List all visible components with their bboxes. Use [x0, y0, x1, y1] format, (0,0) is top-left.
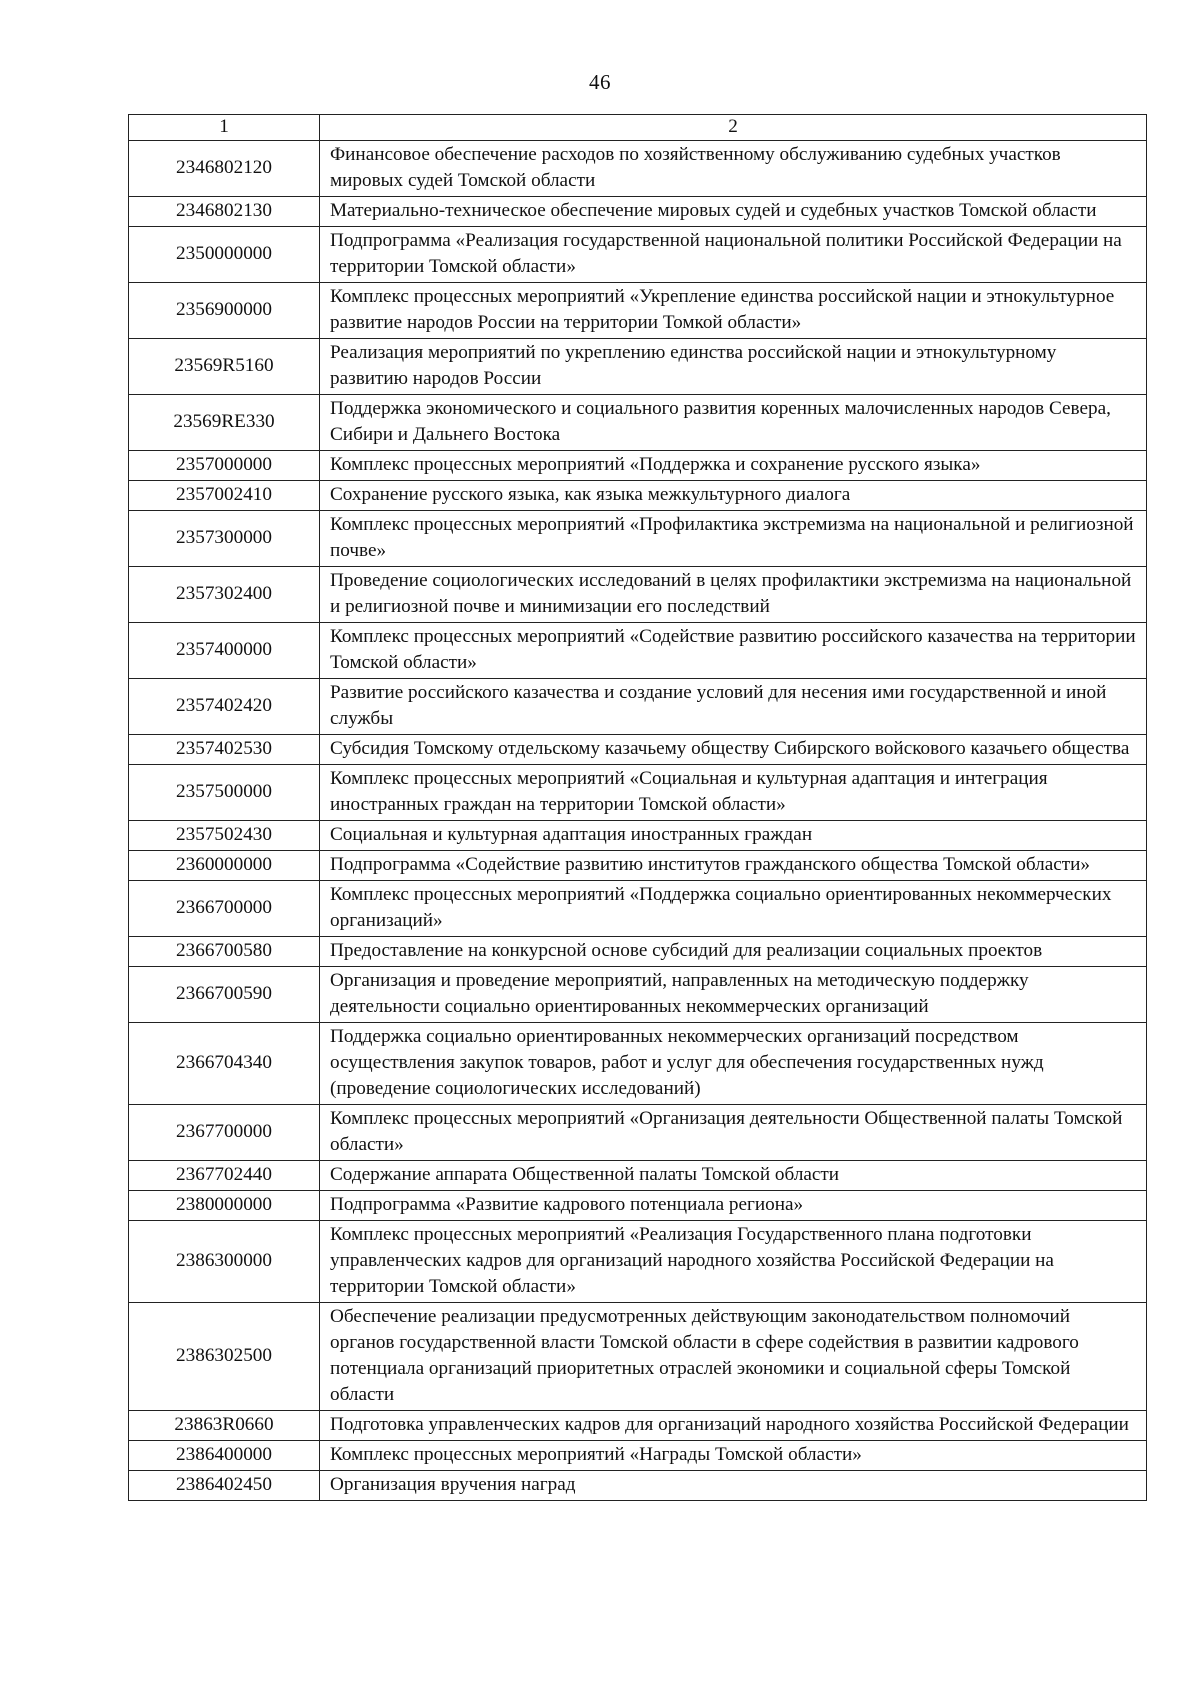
row-code: 2367702440	[129, 1161, 320, 1191]
row-code: 2386400000	[129, 1441, 320, 1471]
table-row	[129, 881, 1147, 937]
table-row	[129, 395, 1147, 451]
row-description: Комплекс процессных мероприятий «Профилактика экстремизма на национальной и религиозной почве»	[320, 511, 1147, 567]
row-code: 2366700580	[129, 937, 320, 967]
table-row	[129, 1161, 1147, 1191]
row-code: 2360000000	[129, 851, 320, 881]
table-row	[129, 451, 1147, 481]
row-code: 23569R5160	[129, 339, 320, 395]
table-row	[129, 967, 1147, 1023]
row-description: Социальная и культурная адаптация иностранных граждан	[320, 821, 1147, 851]
row-code: 2386302500	[129, 1303, 320, 1411]
row-description: Подпрограмма «Содействие развитию институтов гражданского общества Томской области»	[320, 851, 1147, 881]
row-description: Поддержка социально ориентированных некоммерческих организаций посредством осуществления закупок товаров, работ и услуг для обеспечения государственных нужд (проведение социологических исследований)	[320, 1023, 1147, 1105]
table-row	[129, 1221, 1147, 1303]
row-code: 2357402530	[129, 735, 320, 765]
column-header-code: 1	[129, 115, 320, 141]
table-row	[129, 481, 1147, 511]
table-row	[129, 851, 1147, 881]
row-code: 2386402450	[129, 1471, 320, 1501]
row-code: 2357000000	[129, 451, 320, 481]
row-description: Организация вручения наград	[320, 1471, 1147, 1501]
table-row	[129, 1105, 1147, 1161]
row-code: 2357402420	[129, 679, 320, 735]
table-row	[129, 227, 1147, 283]
row-description: Комплекс процессных мероприятий «Укрепление единства российской нации и этнокультурное развитие народов России на территории Томкой области»	[320, 283, 1147, 339]
row-description: Поддержка экономического и социального развития коренных малочисленных народов Севера, Сибири и Дальнего Востока	[320, 395, 1147, 451]
row-description: Сохранение русского языка, как языка межкультурного диалога	[320, 481, 1147, 511]
table-row	[129, 1023, 1147, 1105]
table-row	[129, 1303, 1147, 1411]
row-code: 2357502430	[129, 821, 320, 851]
table-row	[129, 567, 1147, 623]
row-description: Содержание аппарата Общественной палаты Томской области	[320, 1161, 1147, 1191]
table-header-row	[129, 115, 1147, 141]
row-code: 2356900000	[129, 283, 320, 339]
row-code: 23569RE330	[129, 395, 320, 451]
row-description: Комплекс процессных мероприятий «Организация деятельности Общественной палаты Томской области»	[320, 1105, 1147, 1161]
column-header-description: 2	[320, 115, 1147, 141]
table-row	[129, 339, 1147, 395]
table-row	[129, 197, 1147, 227]
table-row	[129, 1471, 1147, 1501]
row-description: Финансовое обеспечение расходов по хозяйственному обслуживанию судебных участков мировых судей Томской области	[320, 141, 1147, 197]
row-code: 2366700590	[129, 967, 320, 1023]
row-code: 2346802120	[129, 141, 320, 197]
row-description: Материально-техническое обеспечение мировых судей и судебных участков Томской области	[320, 197, 1147, 227]
row-code: 2357002410	[129, 481, 320, 511]
row-code: 23863R0660	[129, 1411, 320, 1441]
row-description: Комплекс процессных мероприятий «Поддержка социально ориентированных некоммерческих организаций»	[320, 881, 1147, 937]
table-row	[129, 821, 1147, 851]
row-code: 2366700000	[129, 881, 320, 937]
row-code: 2386300000	[129, 1221, 320, 1303]
row-code: 2357400000	[129, 623, 320, 679]
table-row	[129, 141, 1147, 197]
table-row	[129, 1441, 1147, 1471]
row-description: Комплекс процессных мероприятий «Содействие развитию российского казачества на территории Томской области»	[320, 623, 1147, 679]
row-description: Предоставление на конкурсной основе субсидий для реализации социальных проектов	[320, 937, 1147, 967]
row-description: Проведение социологических исследований в целях профилактики экстремизма на национальной и религиозной почве и минимизации его последствий	[320, 567, 1147, 623]
row-code: 2357302400	[129, 567, 320, 623]
row-description: Комплекс процессных мероприятий «Реализация Государственного плана подготовки управленческих кадров для организаций народного хозяйства Российской Федерации на территории Томской области»	[320, 1221, 1147, 1303]
table-row	[129, 765, 1147, 821]
row-description: Комплекс процессных мероприятий «Поддержка и сохранение русского языка»	[320, 451, 1147, 481]
row-description: Развитие российского казачества и создание условий для несения ими государственной и иной службы	[320, 679, 1147, 735]
table-row	[129, 937, 1147, 967]
row-code: 2346802130	[129, 197, 320, 227]
row-description: Субсидия Томскому отдельскому казачьему обществу Сибирского войскового казачьего общества	[320, 735, 1147, 765]
row-description: Подготовка управленческих кадров для организаций народного хозяйства Российской Федерации	[320, 1411, 1147, 1441]
row-description: Обеспечение реализации предусмотренных действующим законодательством полномочий органов государственной власти Томской области в сфере содействия в развитии кадрового потенциала организаций приоритетных отраслей экономики и социальной сферы Томской области	[320, 1303, 1147, 1411]
row-code: 2357300000	[129, 511, 320, 567]
row-description: Подпрограмма «Развитие кадрового потенциала региона»	[320, 1191, 1147, 1221]
page-number: 46	[589, 70, 611, 94]
row-description: Подпрограмма «Реализация государственной национальной политики Российской Федерации на территории Томской области»	[320, 227, 1147, 283]
row-code: 2380000000	[129, 1191, 320, 1221]
table-body	[129, 141, 1147, 1501]
row-description: Реализация мероприятий по укреплению единства российской нации и этнокультурному развитию народов России	[320, 339, 1147, 395]
row-description: Организация и проведение мероприятий, направленных на методическую поддержку деятельности социально ориентированных некоммерческих организаций	[320, 967, 1147, 1023]
table-row	[129, 511, 1147, 567]
classification-table	[128, 114, 1147, 1501]
row-code: 2367700000	[129, 1105, 320, 1161]
row-code: 2366704340	[129, 1023, 320, 1105]
row-code: 2357500000	[129, 765, 320, 821]
table-row	[129, 623, 1147, 679]
row-description: Комплекс процессных мероприятий «Награды Томской области»	[320, 1441, 1147, 1471]
row-description: Комплекс процессных мероприятий «Социальная и культурная адаптация и интеграция иностранных граждан на территории Томской области»	[320, 765, 1147, 821]
row-code: 2350000000	[129, 227, 320, 283]
table-row	[129, 283, 1147, 339]
table-row	[129, 735, 1147, 765]
table-row	[129, 679, 1147, 735]
table-row	[129, 1191, 1147, 1221]
table-row	[129, 1411, 1147, 1441]
